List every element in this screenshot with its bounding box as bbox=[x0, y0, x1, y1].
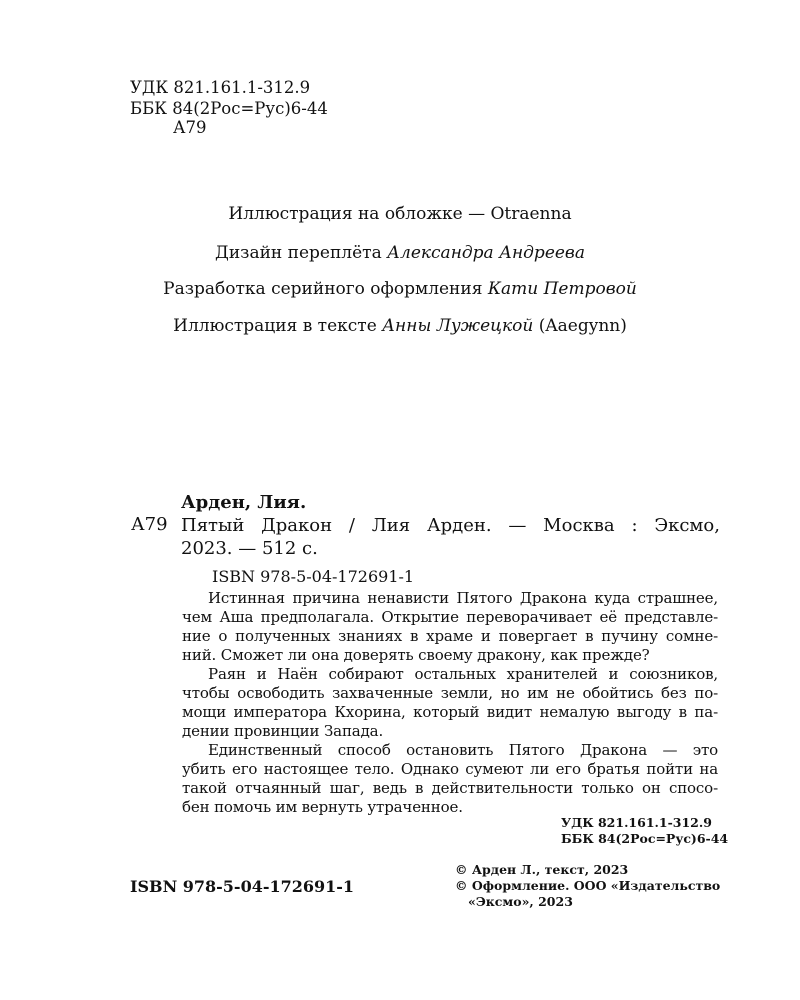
annotation-line: ние о полученных знаниях в храме и повергает в пучину сомне- bbox=[182, 627, 718, 645]
credit-series-prefix: Разработка серийного оформления bbox=[163, 279, 483, 299]
catalog-author-mark: А79 bbox=[131, 514, 168, 535]
footer-bbk: ББК 84(2Рос=Рус)6-44 bbox=[561, 831, 729, 846]
annotation-line: Единственный способ остановить Пятого Дракона — это bbox=[208, 741, 718, 759]
copyright-text: © Арден Л., текст, 2023 bbox=[455, 862, 629, 877]
credit-text-illus-name: Анны Лужецкой bbox=[382, 316, 534, 336]
credit-cover-illustration: Иллюстрация на обложке — Otraenna bbox=[228, 204, 572, 224]
author-mark: А79 bbox=[173, 118, 207, 137]
credit-text-illus-suffix: (Aaegynn) bbox=[538, 316, 627, 336]
footer-isbn: ISBN 978-5-04-172691-1 bbox=[130, 877, 355, 896]
annotation-line: такой отчаянный шаг, ведь в действительности только он спосо- bbox=[182, 779, 718, 797]
udk-code: УДК 821.161.1-312.9 bbox=[130, 78, 311, 97]
annotation-line: дении провинции Запада. bbox=[182, 722, 384, 740]
annotation-line: мощи императора Кхорина, который видит немалую выгоду в па- bbox=[182, 703, 718, 721]
catalog-title-line-1: Пятый Дракон / Лия Арден. — Москва : Эксмо, bbox=[181, 515, 720, 536]
credit-series-name: Кати Петровой bbox=[487, 279, 637, 299]
annotation-line: Раян и Наён собирают остальных хранителей и союзников, bbox=[208, 665, 718, 683]
annotation-line: Истинная причина ненависти Пятого Дракона куда страшнее, bbox=[208, 589, 718, 607]
catalog-author: Арден, Лия. bbox=[181, 492, 307, 513]
footer-udk: УДК 821.161.1-312.9 bbox=[561, 815, 712, 830]
credit-binding-name: Александра Андреева bbox=[387, 243, 585, 263]
bbk-code: ББК 84(2Рос=Рус)6-44 bbox=[130, 99, 328, 118]
credit-text-illustration bbox=[0, 316, 800, 336]
copyright-design-cont: «Эксмо», 2023 bbox=[468, 894, 573, 909]
annotation-line: убить его настоящее тело. Однако сумеют ли его братья пойти на bbox=[182, 760, 718, 778]
copyright-design: © Оформление. ООО «Издательство bbox=[455, 878, 721, 893]
credit-binding-prefix: Дизайн переплёта bbox=[215, 243, 382, 263]
annotation-line: бен помочь им вернуть утраченное. bbox=[182, 798, 463, 816]
annotation-line: чтобы освободить захваченные земли, но им не обойтись без по- bbox=[182, 684, 718, 702]
annotation-line: ний. Сможет ли она доверять своему дракону, как прежде? bbox=[182, 646, 650, 664]
annotation-line: чем Аша предполагала. Открытие переворачивает её представле- bbox=[182, 608, 718, 626]
credit-binding-design bbox=[0, 243, 800, 263]
credit-series-design bbox=[0, 279, 800, 299]
credit-text-illus-prefix: Иллюстрация в тексте bbox=[173, 316, 377, 336]
catalog-title-line-2: 2023. — 512 с. bbox=[181, 538, 318, 559]
catalog-isbn: ISBN 978-5-04-172691-1 bbox=[212, 567, 415, 586]
